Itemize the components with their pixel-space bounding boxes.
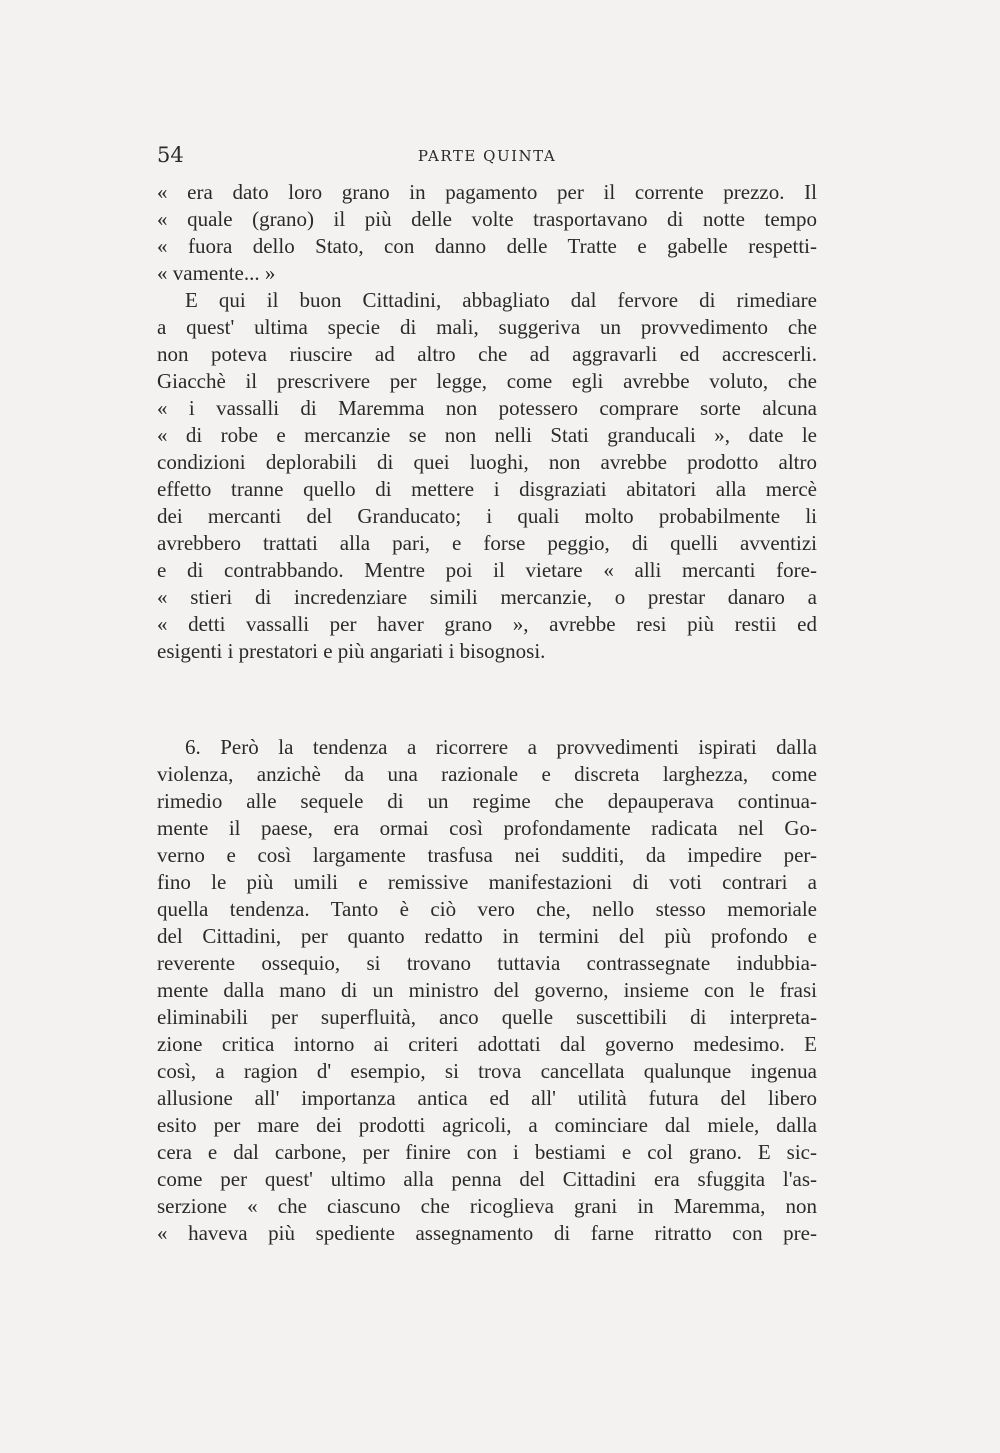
text-line: non poteva riuscire ad altro che ad aggravarli ed accrescerli. <box>157 342 817 366</box>
running-head <box>157 142 817 172</box>
text-line: eliminabili per superfluità, anco quelle suscettibili di interpreta- <box>157 1005 817 1029</box>
paragraph-section-6 <box>157 734 817 1247</box>
text-line: « vamente... » <box>157 261 276 285</box>
text-line: rimedio alle sequele di un regime che depauperava continua- <box>157 789 817 813</box>
text-line: reverente ossequio, si trovano tuttavia contrassegnate indubbia- <box>157 951 817 975</box>
text-line: dei mercanti del Granducato; i quali molto probabilmente li <box>157 504 817 528</box>
text-line: del Cittadini, per quanto redatto in termini del più profondo e <box>157 924 817 948</box>
section-title: PARTE QUINTA <box>417 147 557 165</box>
text-line: E qui il buon Cittadini, abbagliato dal fervore di rimediare <box>185 288 817 312</box>
text-line: 6. Però la tendenza a ricorrere a provvedimenti ispirati dalla <box>185 735 817 759</box>
text-line: e di contrabbando. Mentre poi il vietare « alli mercanti fore- <box>157 558 817 582</box>
text-line: effetto tranne quello di mettere i disgraziati abitatori alla mercè <box>157 477 817 501</box>
paragraph-cittadini <box>157 287 817 665</box>
text-line: come per quest' ultimo alla penna del Cittadini era sfuggita l'as- <box>157 1167 817 1191</box>
text-line: « quale (grano) il più delle volte trasportavano di notte tempo <box>157 207 817 231</box>
text-line: esigenti i prestatori e più angariati i bisognosi. <box>157 639 546 663</box>
text-line: quella tendenza. Tanto è ciò vero che, nello stesso memoriale <box>157 897 817 921</box>
text-line: « di robe e mercanzie se non nelli Stati granducali », date le <box>157 423 817 447</box>
page-number: 54 <box>157 143 184 167</box>
text-line: allusione all' importanza antica ed all' utilità futura del libero <box>157 1086 817 1110</box>
text-line: avrebbero trattati alla pari, e forse peggio, di quelli avventizi <box>157 531 817 555</box>
text-line: Giacchè il prescrivere per legge, come egli avrebbe voluto, che <box>157 369 817 393</box>
text-line: serzione « che ciascuno che ricoglieva grani in Maremma, non <box>157 1194 817 1218</box>
text-line: zione critica intorno ai criteri adottati dal governo medesimo. E <box>157 1032 817 1056</box>
text-line: cera e dal carbone, per finire con i bestiami e col grano. E sic- <box>157 1140 817 1164</box>
paragraph-quotation <box>157 179 817 287</box>
text-line: a quest' ultima specie di mali, suggeriva un provvedimento che <box>157 315 817 339</box>
text-line: « haveva più spediente assegnamento di farne ritratto con pre- <box>157 1221 817 1245</box>
text-line: « detti vassalli per haver grano », avrebbe resi più restii ed <box>157 612 817 636</box>
text-line: mente il paese, era ormai così profondamente radicata nel Go- <box>157 816 817 840</box>
text-line: mente dalla mano di un ministro del governo, insieme con le frasi <box>157 978 817 1002</box>
text-line: verno e così largamente trasfusa nei sudditi, da impedire per- <box>157 843 817 867</box>
text-line: « era dato loro grano in pagamento per il corrente prezzo. Il <box>157 180 817 204</box>
text-line: esito per mare dei prodotti agricoli, a cominciare dal miele, dalla <box>157 1113 817 1137</box>
text-line: « i vassalli di Maremma non potessero comprare sorte alcuna <box>157 396 817 420</box>
text-line: condizioni deplorabili di quei luoghi, non avrebbe prodotto altro <box>157 450 817 474</box>
text-line: così, a ragion d' esempio, si trova cancellata qualunque ingenua <box>157 1059 817 1083</box>
text-line: « stieri di incredenziare simili mercanzie, o prestar danaro a <box>157 585 817 609</box>
text-line: « fuora dello Stato, con danno delle Tratte e gabelle respetti- <box>157 234 817 258</box>
text-line: fino le più umili e remissive manifestazioni di voti contrari a <box>157 870 817 894</box>
text-line: violenza, anzichè da una razionale e discreta larghezza, come <box>157 762 817 786</box>
